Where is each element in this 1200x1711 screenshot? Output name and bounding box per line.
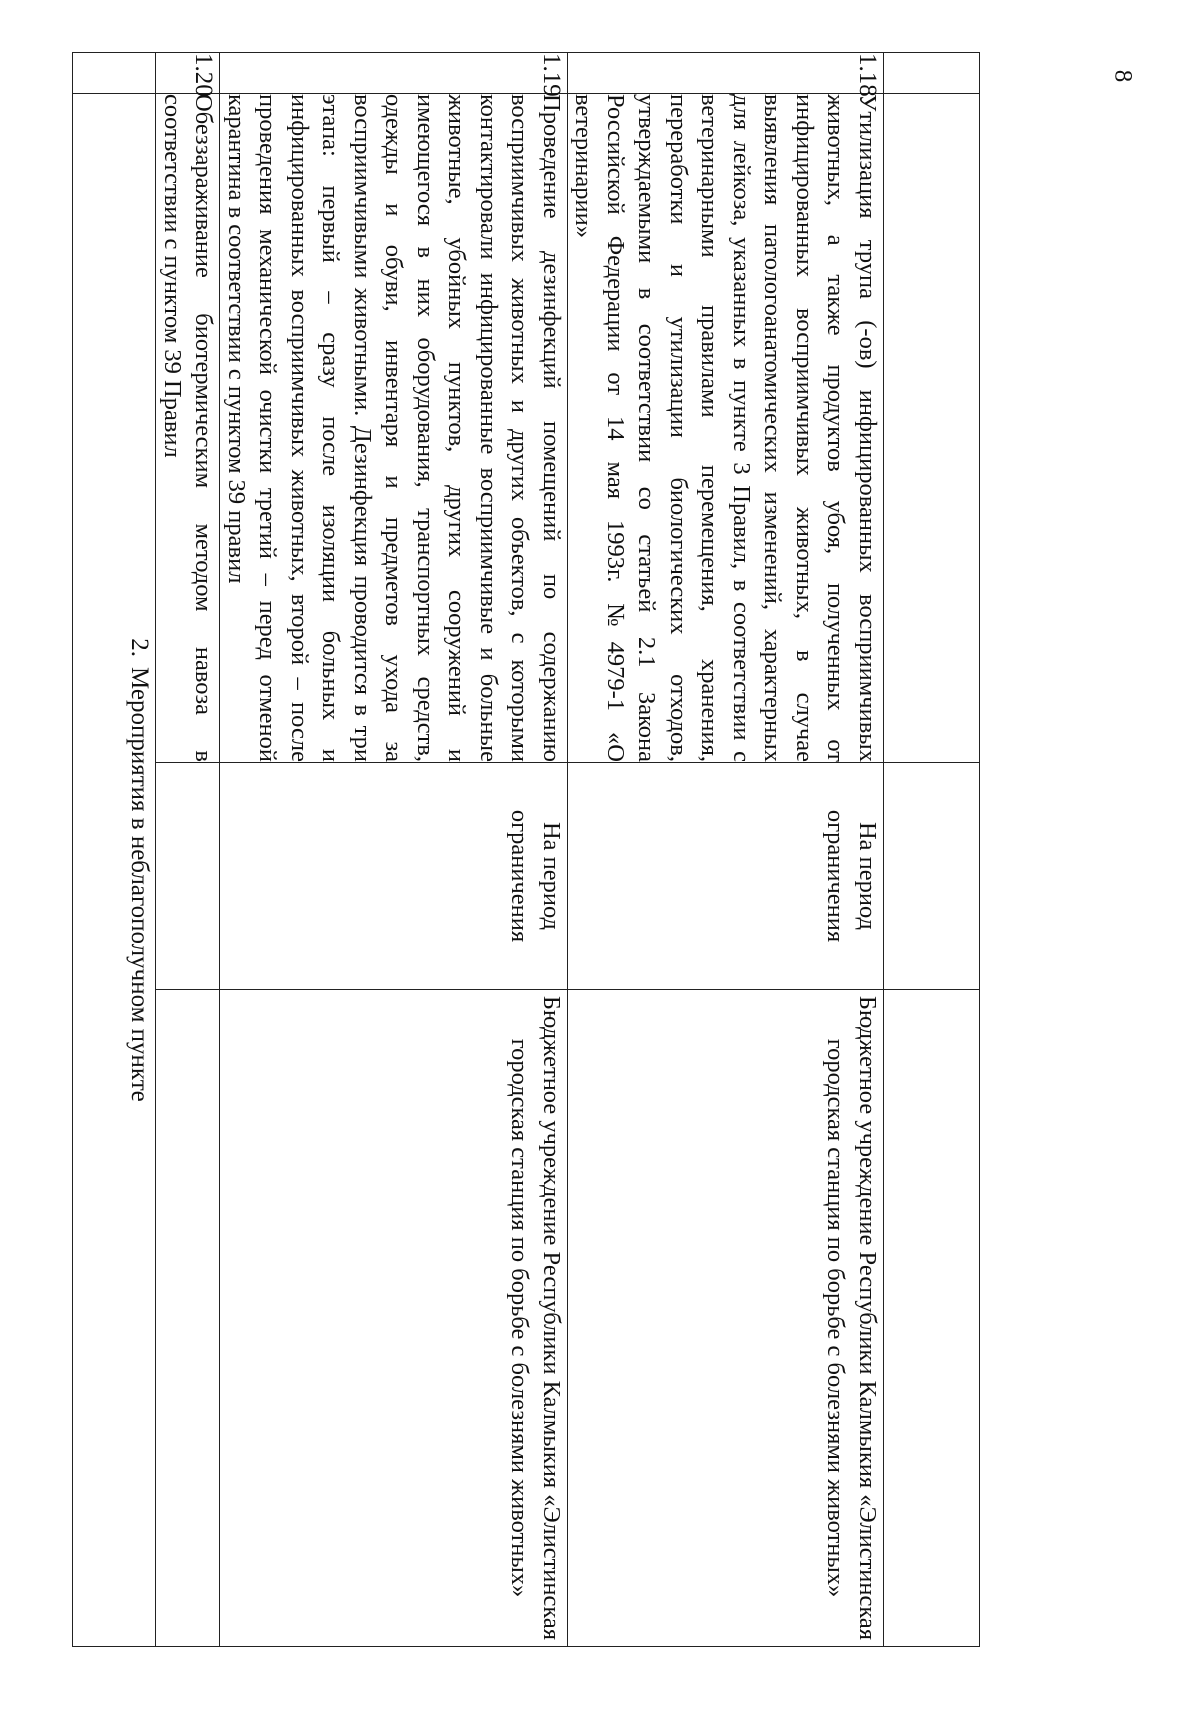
term-text [884,763,980,990]
page-number: 8 [1109,69,1137,83]
row-number [884,53,980,94]
term-text: На период ограничения [568,763,884,990]
executor-text: Бюджетное учреждение Республики Калмыкия «Элистинская городская станция по борьбе с болезнями животных» [220,990,568,1647]
measure-text [884,94,980,763]
table-row [156,53,220,1647]
section-row [73,53,156,1647]
measure-text: Обеззараживание биотермическим методом навоза в соответствии с пунктом 39 Правил [156,94,220,763]
section-spacer [73,53,156,94]
section-number: 2. [126,638,154,657]
rotated-table-sheet [126,52,980,1647]
term-text [156,763,220,990]
executor-text [156,990,220,1647]
section-heading [73,94,156,1647]
section-title: Мероприятия в неблагополучном пункте [126,666,154,1102]
row-number: 1.19 [220,53,568,94]
executor-text: Бюджетное учреждение Республики Калмыкия «Элистинская городская станция по борьбе с болезнями животных» [568,990,884,1647]
executor-text [884,990,980,1647]
measures-table [73,52,981,1647]
table-row [884,53,980,1647]
table-row [220,53,568,1647]
measure-text: Утилизация трупа (-ов) инфицированных восприимчивых животных, а также продуктов убоя, полученных от инфицированных восприимчивых животных, в случае выявления патологоанатомических изменений, характерных для лейкоза, указанных в пункте 3 Правил, в соответствии с ветеринарными правилами перемещения, хранения, переработки и утилизации биологических отходов, утверждаемыми в соответствии со статьей 2.1 Закона Российской Федерации от 14 мая 1993г. №4979-1 «О ветеринарии» [568,94,884,763]
row-number: 1.20 [156,53,220,94]
row-number: 1.18 [568,53,884,94]
measure-text: Проведение дезинфекций помещений по содержанию восприимчивых животных и других объектов, с которыми контактировали инфицированные восприимчивые и больные животные, убойных пунктов, других сооружений и имеющегося в них оборудования, транспортных средств, одежды и обуви, инвентаря и предметов ухода за восприимчивыми животными. Дезинфекция проводится в три этапа: первый – сразу после изоляции больных и инфицированных восприимчивых животных, второй – после проведения механической очистки третий – перед отменой карантина в соответствии с пунктом 39 правил [220,94,568,763]
table-row [568,53,884,1647]
term-text: На период ограничения [220,763,568,990]
